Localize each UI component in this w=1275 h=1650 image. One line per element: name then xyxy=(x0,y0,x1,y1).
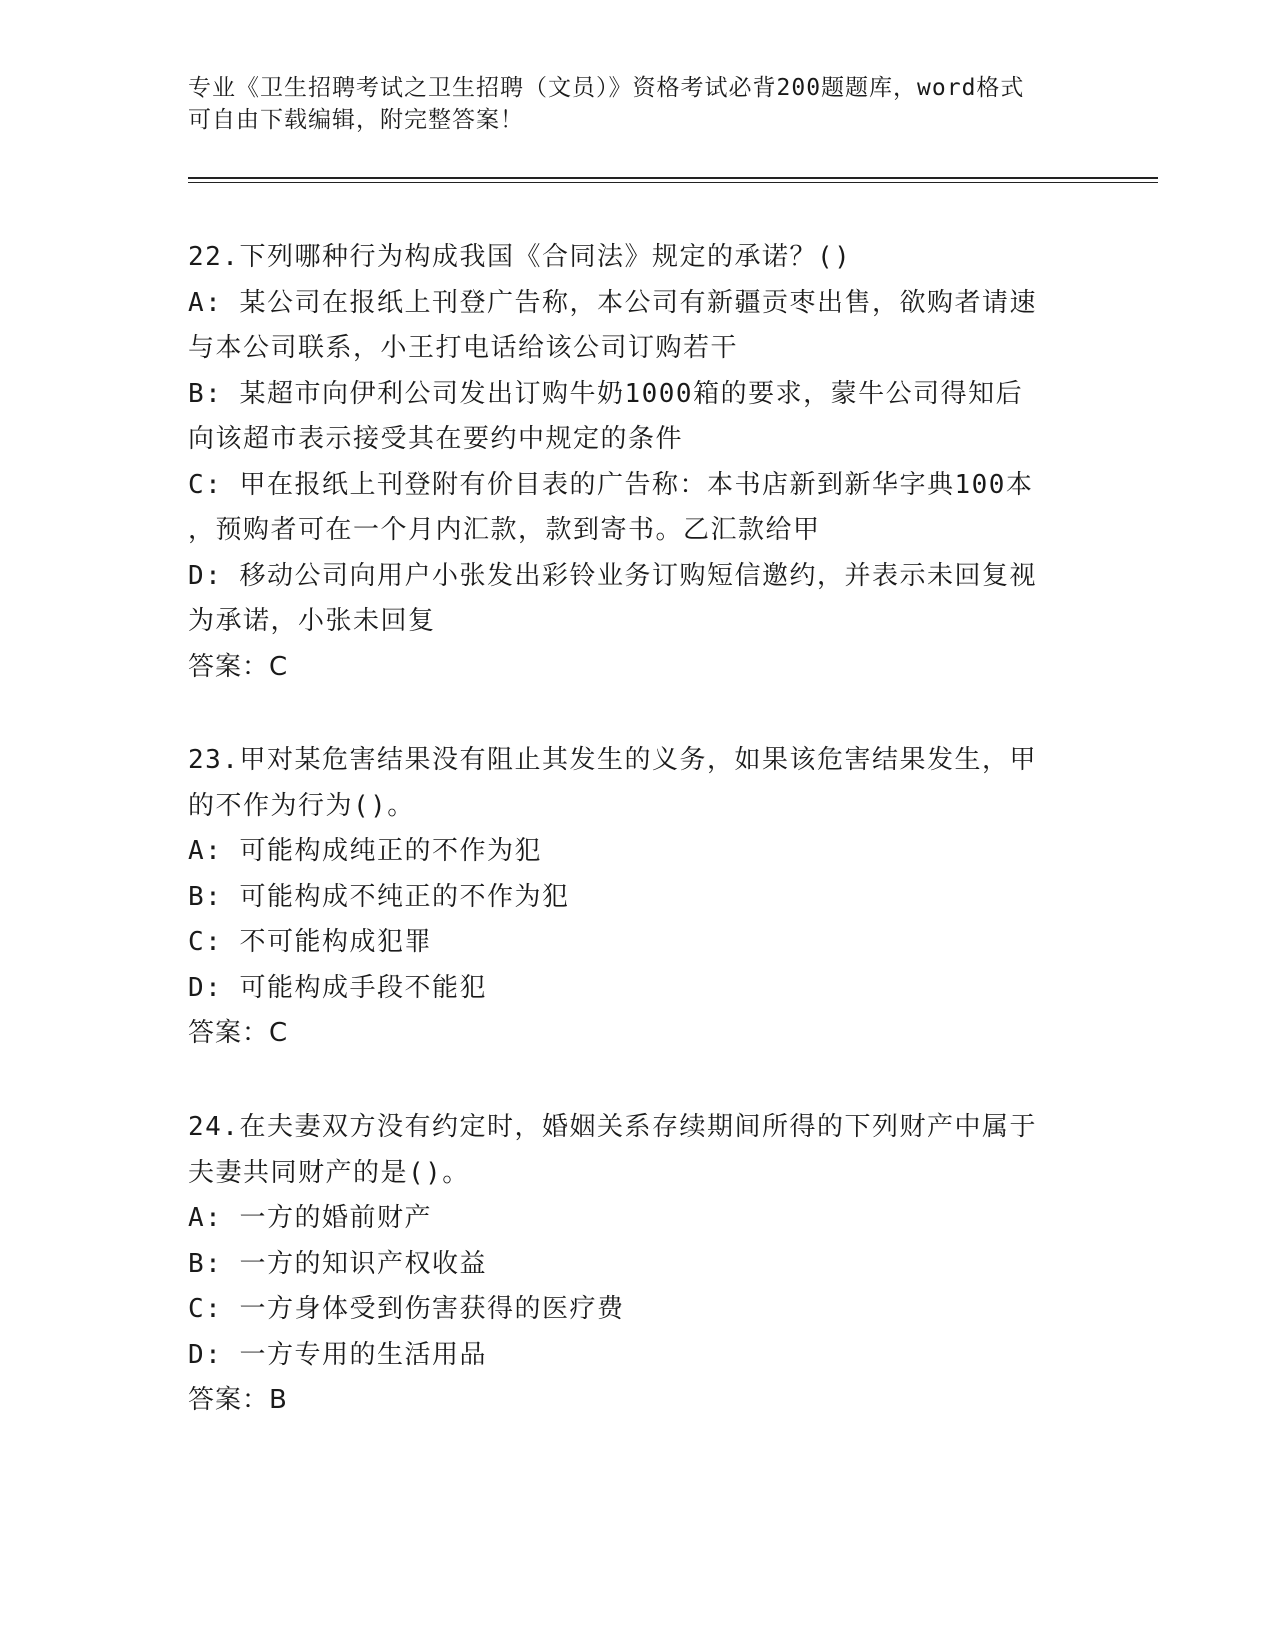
question-stem-continued: 夫妻共同财产的是()。 xyxy=(188,1157,470,1188)
option-b-continued: 向该超市表示接受其在要约中规定的条件 xyxy=(188,424,684,454)
header-divider-thin xyxy=(188,182,1158,183)
header-title-line-1: 专业《卫生招聘考试之卫生招聘（文员）》资格考试必背200题题库，word格式 xyxy=(188,75,1025,101)
option-a: A: 可能构成纯正的不作为犯 xyxy=(188,836,542,866)
question-stem-continued: 的不作为行为()。 xyxy=(188,790,415,821)
question-stem: 22.下列哪种行为构成我国《合同法》规定的承诺？() xyxy=(188,242,852,272)
question-24 xyxy=(188,1105,1088,1424)
answer-key: 答案：B xyxy=(188,1385,288,1415)
question-23 xyxy=(188,738,1088,1057)
option-b: B: 可能构成不纯正的不作为犯 xyxy=(188,881,570,912)
question-stem: 24.在夫妻双方没有约定时，婚姻关系存续期间所得的下列财产中属于 xyxy=(188,1112,1037,1142)
option-b: B: 某超市向伊利公司发出订购牛奶1000箱的要求，蒙牛公司得知后 xyxy=(188,378,1024,409)
answer-key: 答案：C xyxy=(188,1018,289,1048)
question-stem: 23.甲对某危害结果没有阻止其发生的义务，如果该危害结果发生，甲 xyxy=(188,745,1037,775)
option-b: B: 一方的知识产权收益 xyxy=(188,1248,487,1279)
option-d: D: 移动公司向用户小张发出彩铃业务订购短信邀约，并表示未回复视 xyxy=(188,560,1037,591)
option-d: D: 一方专用的生活用品 xyxy=(188,1339,487,1370)
header-divider-thick xyxy=(188,177,1158,179)
document-header xyxy=(188,72,1088,136)
question-22 xyxy=(188,235,1088,690)
option-a: A: 一方的婚前财产 xyxy=(188,1203,432,1233)
option-c: C: 不可能构成犯罪 xyxy=(188,927,432,957)
option-d-continued: 为承诺，小张未回复 xyxy=(188,606,436,636)
option-d: D: 可能构成手段不能犯 xyxy=(188,972,487,1003)
option-a-continued: 与本公司联系，小王打电话给该公司订购若干 xyxy=(188,333,739,363)
option-c: C: 甲在报纸上刊登附有价目表的广告称：本书店新到新华字典100本 xyxy=(188,469,1034,500)
option-a: A: 某公司在报纸上刊登广告称，本公司有新疆贡枣出售，欲购者请速 xyxy=(188,287,1037,318)
option-c-continued: ，预购者可在一个月内汇款，款到寄书。乙汇款给甲 xyxy=(188,515,821,545)
answer-key: 答案：C xyxy=(188,651,289,682)
header-title-line-2: 可自由下载编辑，附完整答案！ xyxy=(188,107,524,133)
option-c: C: 一方身体受到伤害获得的医疗费 xyxy=(188,1294,625,1324)
